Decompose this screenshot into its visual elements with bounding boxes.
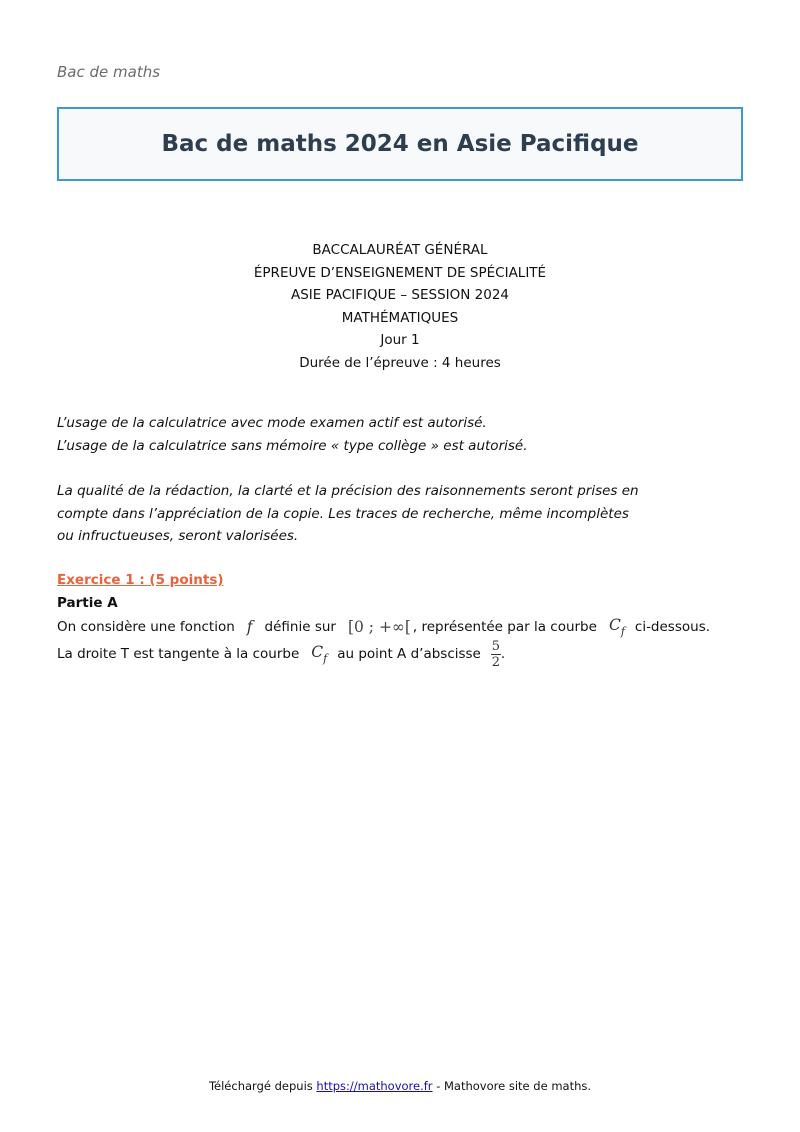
text-segment: . xyxy=(500,646,506,662)
header-line: ASIE PACIFIQUE – SESSION 2024 xyxy=(291,287,509,304)
instruction-line: compte dans l’appréciation de la copie. Les traces de recherche, même incomplètes xyxy=(57,505,629,522)
instruction-line: L’usage de la calculatrice sans mémoire « type collège » est autorisé. xyxy=(57,437,528,454)
header-line: Durée de l’épreuve : 4 heures xyxy=(299,354,501,371)
instruction-line: La qualité de la rédaction, la clarté et la précision des raisonnements seront prises en xyxy=(57,483,639,499)
math-curve-sub: f xyxy=(323,652,328,665)
instruction-line: ou infructueuses, seront valorisées. xyxy=(57,528,299,544)
math-curve-cf xyxy=(609,616,625,638)
header-line: MATHÉMATIQUES xyxy=(341,309,459,326)
header-line: BACCALAURÉAT GÉNÉRAL xyxy=(312,242,488,258)
text-segment: , représentée par la courbe xyxy=(412,619,597,635)
footer xyxy=(0,1079,800,1093)
math-curve-main: C xyxy=(608,616,621,634)
footer-prefix: Téléchargé depuis xyxy=(208,1079,313,1093)
text-segment: On considère une fonction xyxy=(57,619,235,635)
exercise-text-line-2 xyxy=(57,638,505,670)
math-curve-cf xyxy=(311,643,327,665)
math-interval: [0 ; +∞[ xyxy=(347,618,411,636)
header-line: Jour 1 xyxy=(380,332,420,349)
math-curve-main: C xyxy=(311,643,324,661)
exam-header xyxy=(0,239,800,375)
exercise-text-line-1 xyxy=(57,614,710,640)
title-box xyxy=(57,107,743,181)
fraction-numerator: 5 xyxy=(491,638,501,654)
text-segment: définie sur xyxy=(264,619,336,635)
instruction-line: L’usage de la calculatrice avec mode examen actif est autorisé. xyxy=(57,415,487,431)
part-title: Partie A xyxy=(57,595,118,611)
writing-instructions xyxy=(57,480,657,548)
header-line: ÉPREUVE D’ENSEIGNEMENT DE SPÉCIALITÉ xyxy=(253,264,547,281)
exercise-title: Exercice 1 : (5 points) xyxy=(57,572,224,588)
text-segment: ci-dessous. xyxy=(634,619,711,635)
math-function-f: f xyxy=(246,618,253,636)
text-segment: au point A d’abscisse xyxy=(337,646,481,662)
calculator-instructions xyxy=(57,412,657,457)
footer-link[interactable]: https://mathovore.fr xyxy=(316,1079,433,1093)
running-head: Bac de maths xyxy=(57,63,161,81)
text-segment: La droite T est tangente à la courbe xyxy=(57,646,300,662)
footer-suffix: - Mathovore site de maths. xyxy=(436,1079,592,1093)
math-fraction xyxy=(491,640,501,669)
fraction-denominator: 2 xyxy=(491,654,501,670)
page-title: Bac de maths 2024 en Asie Pacifique xyxy=(161,131,639,157)
math-curve-sub: f xyxy=(620,625,625,638)
